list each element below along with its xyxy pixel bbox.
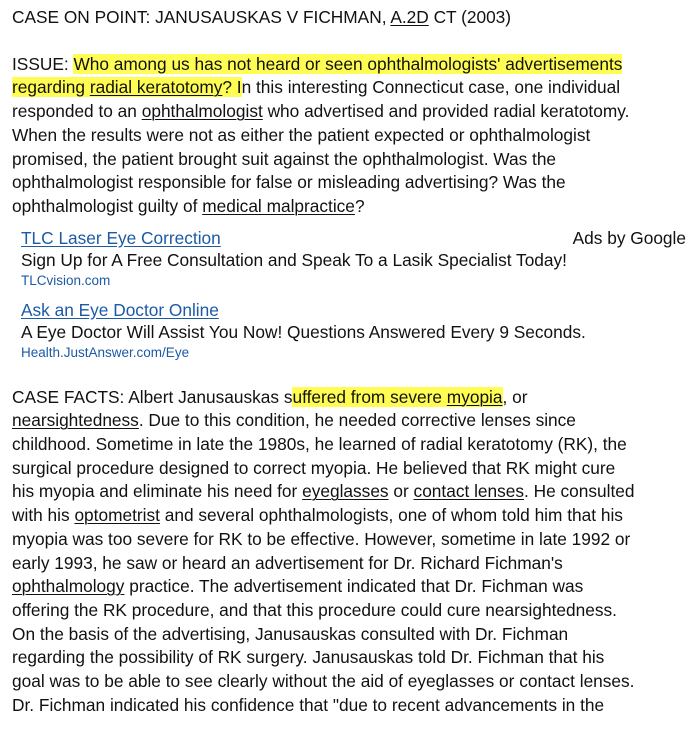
nearsightedness-link[interactable]: nearsightedness <box>12 410 139 431</box>
highlight: Who among us has not heard or seen ophthalmologists' advertisements <box>73 53 623 74</box>
ad-title-link[interactable]: Ask an Eye Doctor Online <box>21 299 219 320</box>
ophthalmology-link[interactable]: ophthalmology <box>12 576 125 597</box>
case-facts-paragraph: CASE FACTS: Albert Janusauskas suffered from severe myopia, or nearsightedness. Due to this condition, he needed corrective lenses since childhood. Sometime in late the 1980s, he learned of radial keratotomy (RK), the surgical procedure designed to correct myopia. He believed that RK might cure his myopia and eliminate his need for eyeglasses or contact lenses. He consulted with his optometrist and several ophthalmologists, one of whom told him that his myopia was too severe for RK to be effective. However, sometime in late 1992 or early 1993, he saw or heard an advertisement for Dr. Richard Fichman's ophthalmology practice. The advertisement indicated that Dr. Fichman was offering the RK procedure, and that this procedure could cure nearsightedness. On the basis of the advertising, Janusauskas consulted with Dr. Fichman regarding the possibility of RK surgery. Janusauskas told Dr. Fichman that his goal was to be able to see clearly without the aid of eyeglasses or contact lenses. Dr. Fichman indicated his confidence that "due to recent advancements in the <box>12 386 635 715</box>
highlight: regarding radial keratotomy? I <box>12 77 242 98</box>
ads-by-google-label[interactable]: Ads by Google <box>572 227 686 248</box>
ads-block <box>12 227 686 362</box>
medical-malpractice-link[interactable]: medical malpractice <box>202 195 355 216</box>
contact-lenses-link[interactable]: contact lenses <box>413 481 525 502</box>
ad-url[interactable]: TLCvision.com <box>21 272 111 288</box>
highlight: uffered from severe myopia <box>292 386 503 407</box>
optometrist-link[interactable]: optometrist <box>74 505 160 526</box>
ophthalmologist-link[interactable]: ophthalmologist <box>141 101 263 122</box>
eyeglasses-link[interactable]: eyeglasses <box>302 481 389 502</box>
ad-description: Sign Up for A Free Consultation and Speak To a Lasik Specialist Today! <box>21 249 567 270</box>
case-title: CASE ON POINT: JANUSAUSKAS V FICHMAN, A.2D CT (2003) <box>12 7 512 27</box>
issue-paragraph: ISSUE: Who among us has not heard or seen ophthalmologists' advertisements regarding radial keratotomy? In this interesting Connecticut case, one individual responded to an ophthalmologist who advertised and provided radial keratotomy. When the results were not as either the patient expected or ophthalmologist promised, the patient brought suit against the ophthalmologist. Was the ophthalmologist responsible for false or misleading advertising? Was the ophthalmologist guilty of medical malpractice? <box>12 53 630 216</box>
myopia-link[interactable]: myopia <box>446 386 503 407</box>
radial-keratotomy-link[interactable]: radial keratotomy <box>89 77 223 98</box>
ad-title-link[interactable]: TLC Laser Eye Correction <box>21 227 221 248</box>
ad-description: A Eye Doctor Will Assist You Now! Questions Answered Every 9 Seconds. <box>21 321 586 342</box>
ad-url[interactable]: Health.JustAnswer.com/Eye <box>21 344 190 360</box>
citation-link[interactable]: A.2D <box>390 7 429 27</box>
